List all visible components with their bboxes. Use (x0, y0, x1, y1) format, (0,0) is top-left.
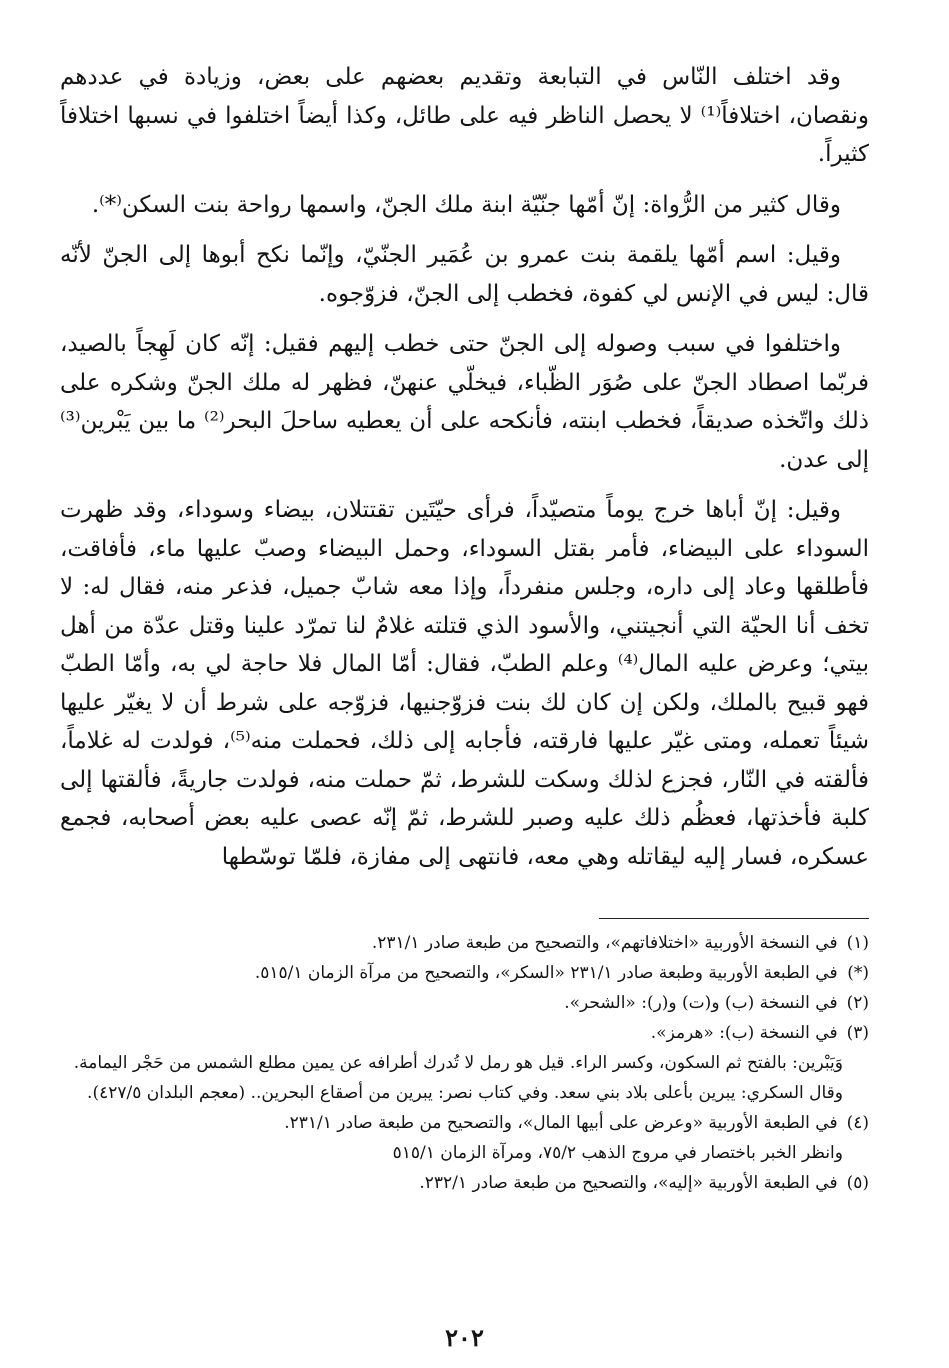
paragraph-mother-jinn: وقال كثير من الرُّواة: إنّ أمّها جنّيّة ابنة ملك الجنّ، واسمها رواحة بنت السكن⁽*⁾. (91, 191, 841, 218)
footnote-text: في الطبعة الأوربية وطبعة صادر ٢٣١/١ «السكر»، والتصحيح من مرآة الزمان ٥١٥/١. (254, 963, 838, 983)
footnote-text: في النسخة (ب): «هرمز». (650, 1023, 838, 1043)
footnote-text: في النسخة الأوربية «اختلافاتهم»، والتصحيح من طبعة صادر ٢٣١/١. (371, 933, 838, 953)
footnote-number: (*) (847, 963, 869, 983)
footnote-text: في الطبعة الأوربية «إليه»، والتصحيح من طبعة صادر ٢٣٢/١. (419, 1173, 838, 1193)
footnote-4 (60, 1108, 869, 1138)
footnote-number: (٤) (846, 1113, 869, 1133)
footnote-divider (599, 918, 869, 919)
book-page (60, 58, 869, 1368)
footnote-text: في الطبعة الأوربية «وعرض على أبيها المال»، والتصحيح من طبعة صادر ٢٣١/١. (284, 1113, 838, 1133)
footnote-3 (60, 1018, 869, 1048)
footnote-1 (60, 928, 869, 958)
footnotes (60, 928, 869, 1198)
footnote-number: (٥) (846, 1173, 869, 1193)
footnote-3-continuation: وَيَبْرين: بالفتح ثم السكون، وكسر الراء. قيل هو رمل لا تُدرك أطرافه عن يمين مطلع الشمس من حَجْر اليمامة. وقال السكري: يبرين بأعلى بلاد بني سعد. وفي كتاب نصر: يبرين من أصقاع البحرين.. (معجم البلدان ٤٢٧/٥). (73, 1053, 843, 1103)
footnote-2 (60, 988, 869, 1018)
footnote-5 (60, 1168, 869, 1198)
paragraph-snakes-story: وقيل: إنّ أباها خرج يوماً متصيّداً، فرأى حيّتَين تقتتلان، بيضاء وسوداء، وقد ظهرت السوداء على البيضاء، فأمر بقتل السوداء، وحمل البيضاء وصبّ عليها ماء، فأفاقت، فأطلقها وعاد إلى داره، وجلس منفرداً، وإذا معه شابّ جميل، فذعر منه، فقال له: لا تخف أنا الحيّة التي أنجيتني، والأسود الذي قتلته غلامٌ لنا تمرّد علينا وقتل عدّة من أهل بيتي؛ وعرض عليه المال⁽⁴⁾ وعلم الطبّ، فقال: أمّا المال فلا حاجة لي به، وأمّا الطبّ فهو قبيح بالملك، ولكن إن كان لك بنت فزوّجنيها، فزوّجه على شرط أن لا يغيّر عليها شيئاً تعمله، ومتى غيّر عليها فارقته، فأجابه إلى ذلك، فحملت منه⁽⁵⁾، فولدت له غلاماً، فألقته في النّار، فجزع لذلك وسكت للشرط، ثمّ حملت منه، فولدت جاريةً، فألقتها إلى كلبة فأخذتها، فعظُم ذلك عليه وصبر للشرط، ثمّ إنّه عصى عليه بعض أصحابه، فجمع عسكره، فسار إليه ليقاتله وهي معه، فانتهى إلى مفازة، فلمّا توسّطها (60, 497, 869, 870)
paragraph-hunting-story: واختلفوا في سبب وصوله إلى الجنّ حتى خطب إليهم فقيل: إنّه كان لَهِجاً بالصيد، فربّما اصطاد الجنّ على صُوَر الظّباء، فيخلّي عنهنّ، فظهر له ملك الجنّ وشكره على ذلك واتّخذه صديقاً، فخطب ابنته، فأنكحه على أن يعطيه ساحلَ البحر⁽²⁾ ما بين يَبْرين⁽³⁾ إلى عدن. (60, 331, 869, 473)
footnote-4-continuation: وانظر الخبر باختصار في مروج الذهب ٧٥/٢، ومرآة الزمان ٥١٥/١ (392, 1143, 843, 1163)
footnote-number: (١) (846, 933, 869, 953)
main-text (60, 58, 869, 876)
footnote-number: (٢) (846, 993, 869, 1013)
paragraph-mother-name: وقيل: اسم أمّها يلقمة بنت عمرو بن عُمَير الجنّيّ، وإنّما نكح أبوها إلى الجنّ لأنّه قال: ليس في الإنس لي كفوة، فخطب إلى الجنّ، فزوّجوه. (60, 242, 869, 307)
footnote-text: في النسخة (ب) و(ت) و(ر): «الشحر». (564, 993, 838, 1013)
footnote-star (60, 958, 869, 988)
page-number: ٢٠٢ (445, 1323, 484, 1352)
paragraph-tababia-disagreement: وقد اختلف النّاس في التبابعة وتقديم بعضهم على بعض، وزيادة في عددهم ونقصان، اختلافاً⁽¹⁾ لا يحصل الناظر فيه على طائل، وكذا أيضاً اختلفوا في نسبها اختلافاً كثيراً. (60, 64, 869, 167)
footnote-number: (٣) (846, 1023, 869, 1043)
